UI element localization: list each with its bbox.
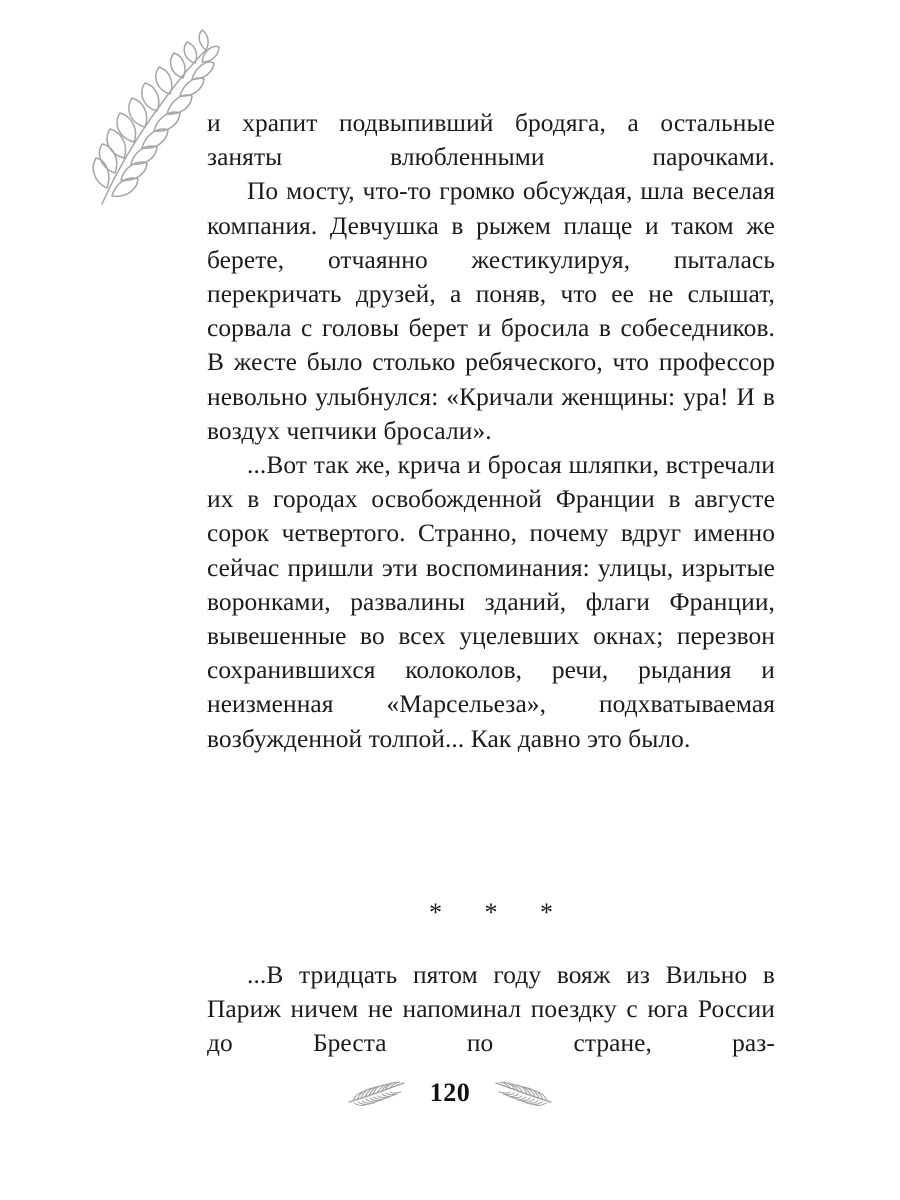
- text-column: [207, 106, 775, 756]
- leafy-branch-icon: [88, 28, 220, 208]
- page-footer: [0, 1076, 900, 1110]
- paragraph-continuation: и храпит подвыпивший бродяга, а остальные заняты влюбленными парочками.: [207, 109, 775, 172]
- fern-leaf-icon: [492, 1076, 554, 1110]
- fern-leaf-icon: [346, 1076, 408, 1110]
- section-divider-asterisks: * * *: [429, 898, 571, 927]
- paragraph-france-memory: ...Вот так же, крича и бросая шляпки, встречали их в городах освобожденной Франции в августе сорок четвертого. Странно, почему вдруг именно сейчас пришли эти воспоминания: улицы, изрытые воронками, развалины зданий, флаги Франции, вывешенные во всех уцелевших окнах; перезвон сохранившихся колоколов, речи, рыдания и неизменная «Марсельеза», подхватываемая возбужденной толпой... Как давно это было.: [207, 451, 775, 753]
- paragraph-vilno-paris: ...В тридцать пятом году вояж из Вильно в Париж ничем не напоминал поездку с юга России до Бреста по стране, раз-: [207, 961, 775, 1058]
- text-column-after-divider: [207, 958, 775, 1061]
- page-number: 120: [429, 1078, 471, 1107]
- paragraph-bridge-scene: По мосту, что-то громко обсуждая, шла веселая компания. Девчушка в рыжем плаще и таком же берете, отчаянно жестикулируя, пыталась перекричать друзей, а поняв, что ее не слышат, сорвала с головы берет и бросила в собеседников. В жесте было столько ребяческого, что профессор невольно улыбнулся: «Кричали женщины: ура! И в воздух чепчики бросали».: [207, 177, 775, 445]
